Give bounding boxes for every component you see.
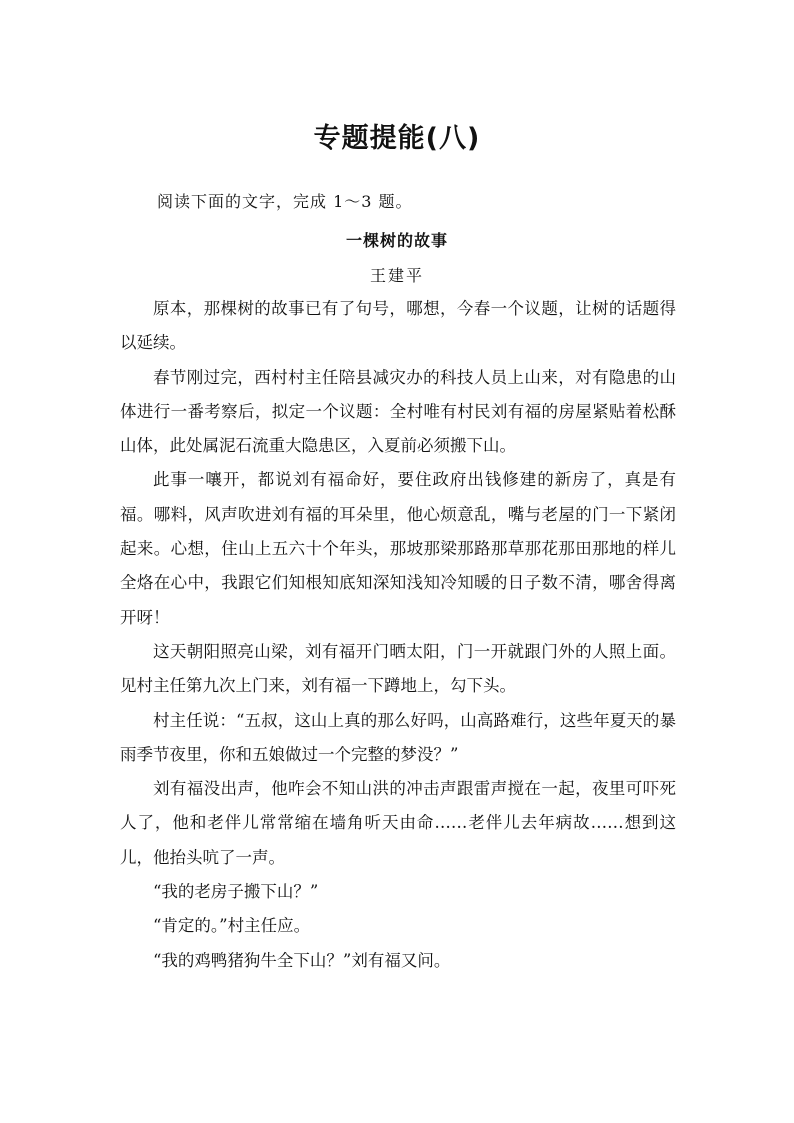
paragraph: “我的鸡鸭猪狗牛全下山？”刘有福又问。 (153, 950, 451, 970)
paragraph: “肯定的。”村主任应。 (153, 916, 311, 936)
paragraph: 原本，那棵树的故事已有了句号，哪想，今春一个议题，让树的话题得以延续。 (120, 299, 676, 353)
article-author: 王建平 (369, 266, 424, 285)
paragraph: 此事一嚷开，都说刘有福命好，要住政府出钱修建的新房了，真是有福。哪料，风声吹进刘有福的耳朵里，他心烦意乱，嘴与老屋的门一下紧闭起来。心想，住山上五六十个年头，那坡那梁那路那草那花那田那地的样儿全烙在心中，我跟它们知根知底知深知浅知冷知暖的日子数不清，哪舍得离开呀！ (120, 470, 676, 627)
article-body (120, 292, 676, 978)
paragraph: 这天朝阳照亮山梁，刘有福开门晒太阳，门一开就跟门外的人照上面。见村主任第九次上门来，刘有福一下蹲地上，勾下头。 (120, 641, 676, 696)
page-title: 专题提能(八) (313, 123, 481, 154)
question-instruction: 阅读下面的文字，完成 1～3 题。 (157, 192, 413, 211)
paragraph: 春节刚过完，西村村主任陪县减灾办的科技人员上山来，对有隐患的山体进行一番考察后，拟定一个议题：全村唯有村民刘有福的房屋紧贴着松酥山体，此处属泥石流重大隐患区，入夏前必须搬下山。 (120, 367, 676, 456)
paragraph: 刘有福没出声，他咋会不知山洪的冲击声跟雷声搅在一起，夜里可吓死人了，他和老伴儿常常缩在墙角听天由命……老伴儿去年病故……想到这儿，他抬头吭了一声。 (120, 779, 676, 867)
paragraph: 村主任说：“五叔，这山上真的那么好吗，山高路难行，这些年夏天的暴雨季节夜里，你和五娘做过一个完整的梦没？” (120, 710, 676, 764)
article-title: 一棵树的故事 (345, 231, 448, 250)
paragraph: “我的老房子搬下山？” (153, 882, 319, 902)
